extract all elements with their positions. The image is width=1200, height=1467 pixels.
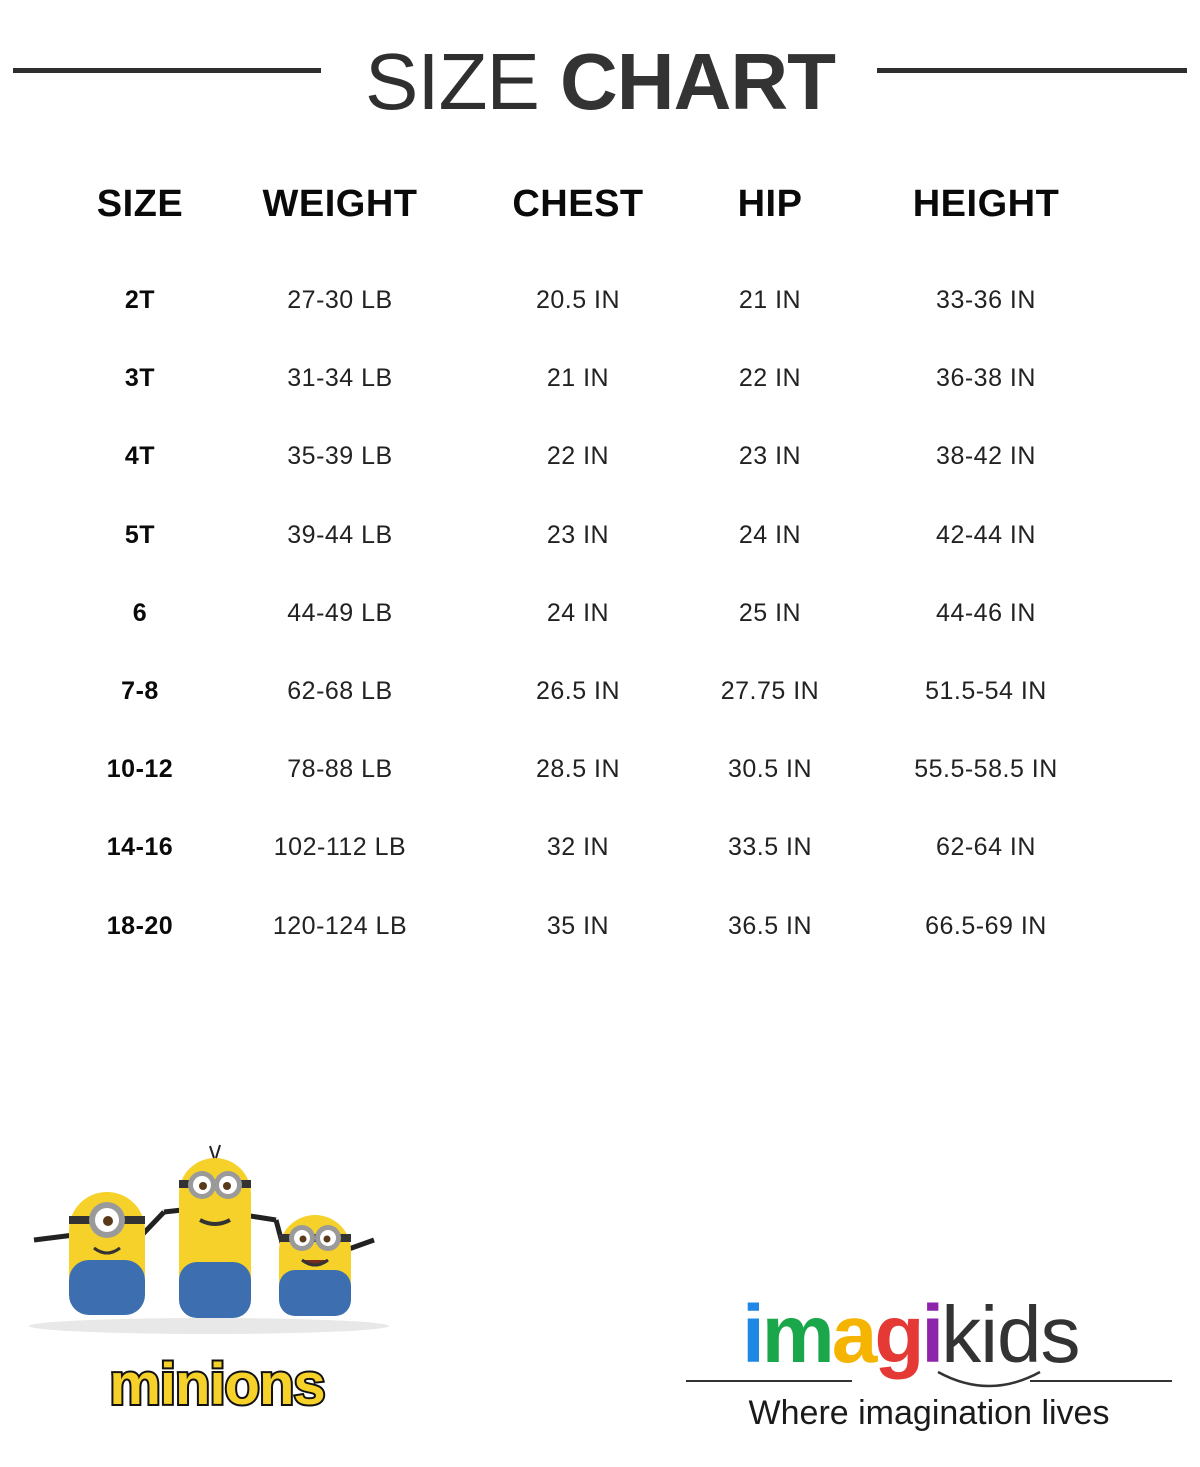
table-cell-hip: 27.75 IN	[720, 677, 820, 705]
logo-letter: i	[921, 1289, 942, 1380]
table-cell-hip: 22 IN	[738, 364, 802, 393]
table-cell-chest: 21 IN	[546, 364, 610, 393]
title-light: SIZE	[364, 37, 539, 126]
logo-letter: i	[742, 1289, 762, 1380]
column-header-size: SIZE	[96, 183, 184, 225]
table-cell-weight: 78-88 LB	[287, 755, 393, 784]
svg-text:minions: minions	[109, 1354, 325, 1414]
table-cell-height: 66.5-69 IN	[925, 911, 1047, 940]
table-cell-hip: 21 IN	[738, 286, 802, 314]
table-cell-chest: 26.5 IN	[535, 677, 621, 705]
table-cell-height: 36-38 IN	[936, 364, 1036, 393]
minions-logo	[72, 1354, 362, 1414]
minion-center	[164, 1145, 276, 1318]
table-cell-height: 51.5-54 IN	[925, 677, 1047, 705]
logo-rule-left	[686, 1380, 852, 1382]
table-cell-weight: 31-34 LB	[287, 364, 393, 393]
table-cell-size: 4T	[124, 442, 156, 471]
logo-letter: m	[761, 1289, 832, 1380]
table-cell-chest: 23 IN	[546, 520, 610, 549]
table-cell-chest: 35 IN	[546, 911, 610, 940]
table-cell-hip: 30.5 IN	[727, 755, 813, 784]
minion-left	[34, 1192, 164, 1315]
minion-right	[276, 1215, 374, 1316]
table-cell-size: 3T	[124, 364, 156, 393]
minions-illustration	[14, 1140, 404, 1340]
table-cell-chest: 32 IN	[546, 833, 610, 862]
table-cell-height: 62-64 IN	[936, 833, 1036, 862]
table-cell-size: 2T	[124, 286, 156, 314]
logo-letter: a	[831, 1289, 875, 1380]
table-cell-height: 38-42 IN	[936, 442, 1036, 471]
table-cell-size: 10-12	[106, 755, 174, 784]
table-cell-chest: 24 IN	[546, 598, 610, 627]
table-cell-height: 33-36 IN	[936, 286, 1036, 314]
table-cell-height: 55.5-58.5 IN	[914, 755, 1058, 784]
column-header-hip: HIP	[737, 183, 803, 225]
column-header-chest: CHEST	[512, 183, 644, 225]
table-cell-weight: 62-68 LB	[287, 677, 393, 705]
table-cell-size: 18-20	[106, 911, 174, 940]
table-cell-height: 42-44 IN	[936, 520, 1036, 549]
tagline: Where imagination lives	[748, 1394, 1110, 1432]
table-cell-hip: 36.5 IN	[727, 911, 813, 940]
table-cell-height: 44-46 IN	[936, 598, 1036, 627]
table-cell-weight: 27-30 LB	[287, 286, 393, 314]
table-cell-size: 5T	[124, 520, 156, 549]
table-cell-hip: 24 IN	[738, 520, 802, 549]
table-cell-weight: 39-44 LB	[287, 520, 393, 549]
table-cell-weight: 44-49 LB	[287, 598, 393, 627]
title-bold: CHART	[560, 37, 835, 126]
smile-icon	[934, 1368, 1044, 1390]
table-cell-hip: 23 IN	[738, 442, 802, 471]
table-cell-chest: 22 IN	[546, 442, 610, 471]
column-header-weight: WEIGHT	[262, 183, 418, 225]
page-title	[0, 36, 1200, 128]
table-cell-size: 14-16	[106, 833, 174, 862]
column-header-height: HEIGHT	[912, 183, 1060, 225]
table-cell-size: 7-8	[121, 677, 159, 705]
table-cell-chest: 28.5 IN	[535, 755, 621, 784]
logo-rule-right	[1030, 1380, 1172, 1382]
table-cell-size: 6	[132, 598, 148, 627]
logo-kids: kids	[941, 1290, 1080, 1379]
table-cell-chest: 20.5 IN	[535, 286, 621, 314]
table-cell-weight: 120-124 LB	[272, 911, 408, 940]
table-cell-hip: 25 IN	[738, 598, 802, 627]
table-cell-weight: 35-39 LB	[287, 442, 393, 471]
imagikids-logo	[742, 1290, 1079, 1380]
table-cell-hip: 33.5 IN	[727, 833, 813, 862]
logo-letter: g	[874, 1289, 922, 1380]
table-cell-weight: 102-112 LB	[273, 833, 407, 862]
